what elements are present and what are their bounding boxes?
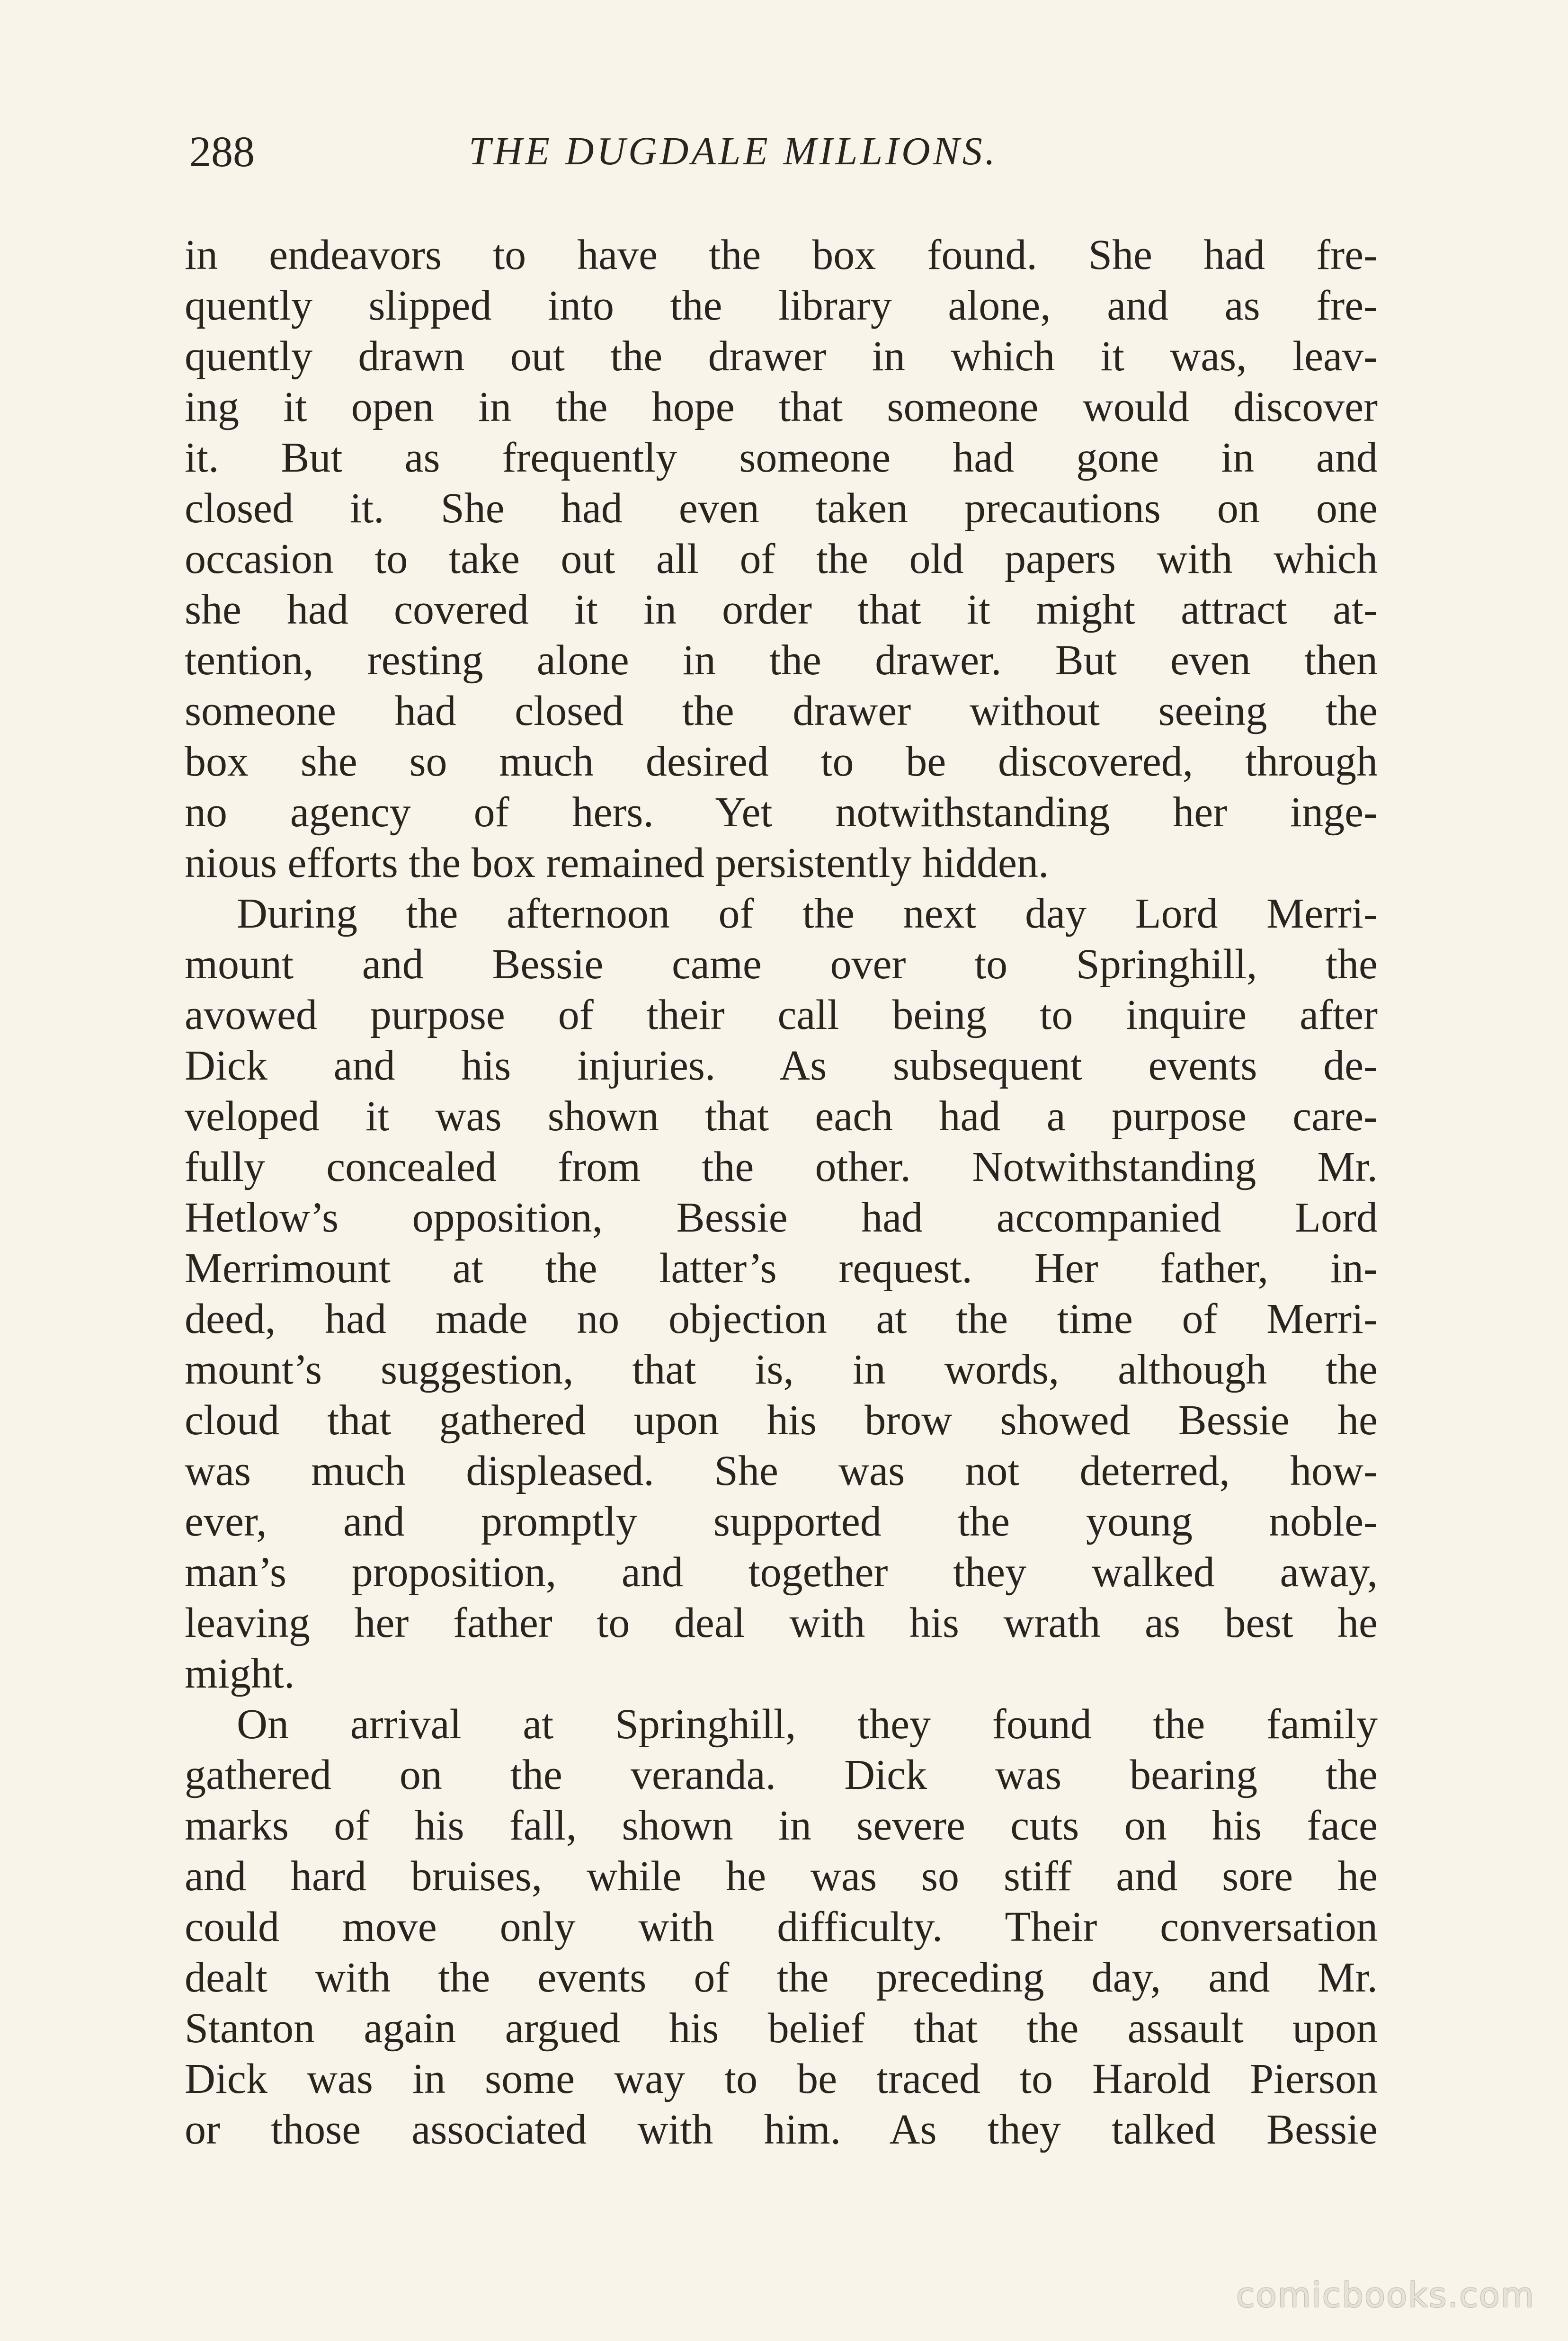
text-line: marks of his fall, shown in severe cuts on his face bbox=[185, 1802, 1378, 1849]
text-line: it. But as frequently someone had gone in and bbox=[185, 434, 1378, 481]
text-line: someone had closed the drawer without seeing the bbox=[185, 688, 1378, 734]
text-line: or those associated with him. As they talked Bessie bbox=[185, 2106, 1378, 2153]
text-line: ing it open in the hope that someone would discover bbox=[185, 384, 1378, 430]
watermark: comicbooks.com bbox=[1236, 2275, 1535, 2315]
text-line: she had covered it in order that it might attract at- bbox=[185, 586, 1378, 633]
text-line: Merrimount at the latter’s request. Her father, in- bbox=[185, 1245, 1378, 1292]
text-line: might. bbox=[185, 1650, 295, 1697]
text-line: man’s proposition, and together they walked away, bbox=[185, 1549, 1378, 1596]
page-number: 288 bbox=[189, 127, 255, 176]
text-line: occasion to take out all of the old papers with which bbox=[185, 536, 1378, 582]
text-line: fully concealed from the other. Notwithstanding Mr. bbox=[185, 1144, 1378, 1190]
text-line: quently drawn out the drawer in which it was, leav- bbox=[185, 333, 1378, 380]
text-line: could move only with difficulty. Their conversation bbox=[185, 1903, 1378, 1950]
text-line: Dick and his injuries. As subsequent events de- bbox=[185, 1042, 1378, 1089]
text-line: ever, and promptly supported the young noble- bbox=[185, 1498, 1378, 1545]
text-line: dealt with the events of the preceding day, and Mr. bbox=[185, 1954, 1378, 2001]
text-line: Dick was in some way to be traced to Harold Pierson bbox=[185, 2055, 1378, 2102]
text-line: quently slipped into the library alone, and as fre- bbox=[185, 282, 1378, 329]
text-line: Hetlow’s opposition, Bessie had accompanied Lord bbox=[185, 1194, 1378, 1241]
text-line: avowed purpose of their call being to inquire after bbox=[185, 992, 1378, 1038]
text-line: On arrival at Springhill, they found the family bbox=[237, 1701, 1378, 1748]
text-line: in endeavors to have the box found. She had fre- bbox=[185, 232, 1378, 278]
text-line: box she so much desired to be discovered, through bbox=[185, 738, 1378, 785]
text-line: cloud that gathered upon his brow showed Bessie he bbox=[185, 1397, 1378, 1444]
text-line: nious efforts the box remained persistently hidden. bbox=[185, 840, 1049, 886]
text-line: gathered on the veranda. Dick was bearing the bbox=[185, 1751, 1378, 1798]
text-line: and hard bruises, while he was so stiff and sore he bbox=[185, 1853, 1378, 1900]
text-line: mount’s suggestion, that is, in words, although the bbox=[185, 1346, 1378, 1393]
text-line: was much displeased. She was not deterred, how- bbox=[185, 1447, 1378, 1494]
book-title: THE DUGDALE MILLIONS. bbox=[469, 129, 998, 173]
text-line: no agency of hers. Yet notwithstanding her inge- bbox=[185, 789, 1378, 836]
body-text bbox=[185, 230, 1378, 2155]
text-line: deed, had made no objection at the time of Merri- bbox=[185, 1296, 1378, 1342]
text-line: closed it. She had even taken precautions on one bbox=[185, 485, 1378, 532]
text-line: veloped it was shown that each had a purpose care- bbox=[185, 1093, 1378, 1140]
text-line: Stanton again argued his belief that the assault upon bbox=[185, 2005, 1378, 2052]
running-head bbox=[185, 121, 1378, 182]
text-line: leaving her father to deal with his wrath as best he bbox=[185, 1599, 1378, 1646]
text-line: mount and Bessie came over to Springhill, the bbox=[185, 941, 1378, 988]
text-line: During the afternoon of the next day Lord Merri- bbox=[237, 890, 1378, 937]
text-line: tention, resting alone in the drawer. But even then bbox=[185, 637, 1378, 684]
